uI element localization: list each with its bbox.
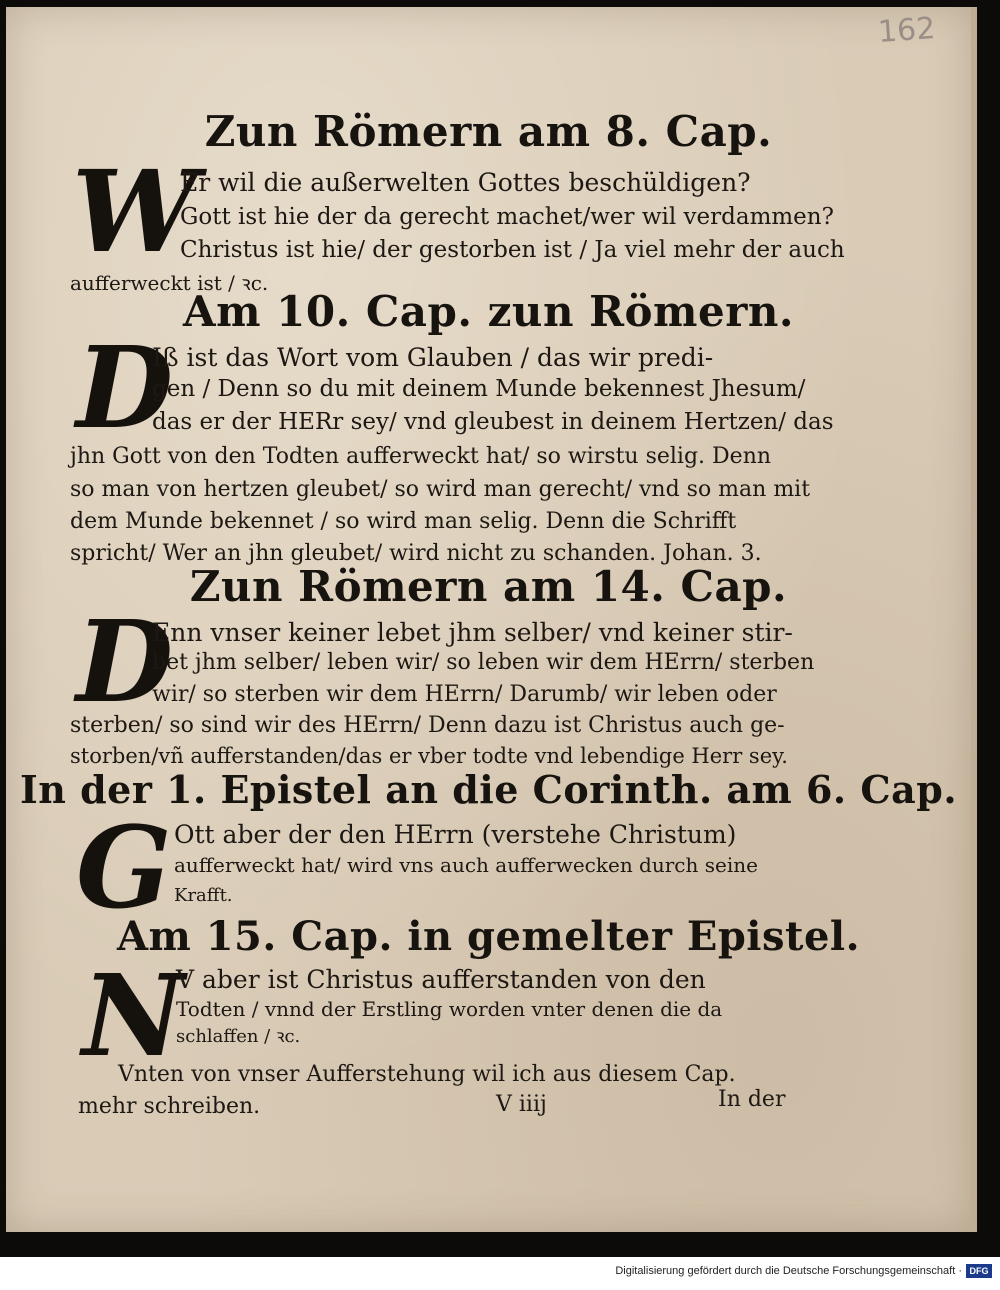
section-heading: In der 1. Epistel an die Corinth. am 6. Cap. [19,767,958,812]
page-edge [971,7,977,1232]
text-line: aufferweckt ist / ꝛc. [70,271,269,295]
text-line: storben/vñ aufferstanden/das er vber todte vnd lebendige Herr sey. [70,744,788,768]
text-line: schlaffen / ꝛc. [176,1026,301,1047]
text-line: gen / Denn so du mit deinem Munde bekennest Jhesum/ [152,376,806,402]
folio-number: 162 [876,11,937,50]
text-line: spricht/ Wer an jhn gleubet/ wird nicht zu schanden. Johan. 3. [70,541,762,566]
text-line: V aber ist Christus aufferstanden von den [176,965,706,994]
text-line: Enn vnser keiner lebet jhm selber/ vnd keiner stir- [152,618,793,647]
text-line: das er der HERr sey/ vnd gleubest in deinem Hertzen/ das [152,409,834,435]
book-page [6,7,971,1232]
text-line: Vnten von vnser Aufferstehung wil ich aus diesem Cap. [118,1062,736,1087]
text-line: Er wil die außerwelten Gottes beschüldigen? [180,168,751,197]
text-line: jhn Gott von den Todten aufferweckt hat/ so wirstu selig. Denn [70,444,772,469]
text-line: dem Munde bekennet / so wird man selig. Denn die Schrifft [70,509,737,534]
text-line: so man von hertzen gleubet/ so wird man gerecht/ vnd so man mit [70,477,811,502]
section-heading: Am 10. Cap. zun Römern. [182,287,794,336]
catchword: In der [718,1087,786,1112]
section-heading: Zun Römern am 8. Cap. [204,107,773,156]
decorated-initial: N [82,951,185,1082]
text-line: Christus ist hie/ der gestorben ist / Ja viel mehr der auch [180,237,845,263]
text-line: mehr schreiben. [78,1094,261,1119]
section-heading: Am 15. Cap. in gemelter Epistel. [116,913,861,960]
decorated-initial: D [76,323,174,454]
text-line: bet jhm selber/ leben wir/ so leben wir dem HErrn/ sterben [152,650,815,675]
text-line: sterben/ so sind wir des HErrn/ Denn dazu ist Christus auch ge- [70,713,785,738]
text-line: Krafft. [174,885,233,906]
signature-mark: V iiij [496,1092,547,1117]
text-line: Ott aber der den HErrn (verstehe Christum) [174,820,737,849]
text-line: aufferweckt hat/ wird vns auch aufferwecken durch seine [174,853,758,877]
text-line: Todten / vnnd der Erstling worden vnter denen die da [176,997,723,1021]
text-line: Iß ist das Wort vom Glauben / das wir predi- [152,343,714,372]
text-line: wir/ so sterben wir dem HErrn/ Darumb/ wir leben oder [152,682,777,707]
funding-credit: Digitalisierung gefördert durch die Deutsche Forschungsgemeinschaft · [615,1265,962,1277]
decorated-initial: W [72,147,198,278]
dfg-logo: DFG [966,1264,992,1278]
decorated-initial: G [76,803,172,934]
decorated-initial: D [76,597,174,728]
text-line: Gott ist hie der da gerecht machet/wer wil verdammen? [180,204,834,230]
section-heading: Zun Römern am 14. Cap. [189,562,788,611]
